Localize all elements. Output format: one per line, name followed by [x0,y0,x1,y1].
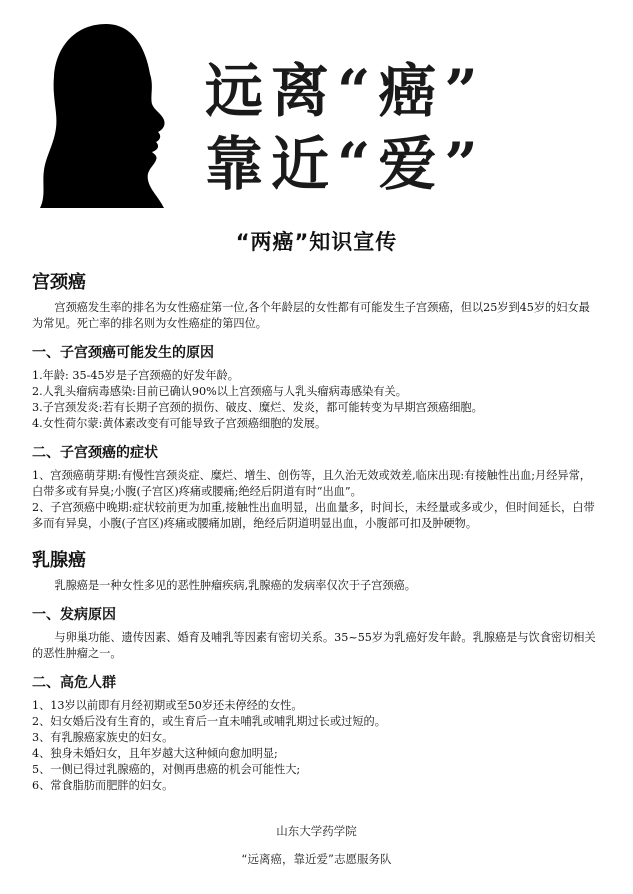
list-item: 1、宫颈癌萌芽期:有慢性宫颈炎症、糜烂、增生、创伤等，且久治无效或效差,临床出现:有接触性出血;月经异常，白带多或有异臭;小腹(子宫区)疼痛或腰痛;绝经后阴道有时“出血”。 [32,469,591,498]
list-item: 1.年龄: 35-45岁是子宫颈癌的好发年龄。 [32,369,239,382]
list-item: 4、独身未婚妇女，且年岁越大这种倾向愈加明显; [32,747,278,760]
list-item: 3.子宫颈发炎:若有长期子宫颈的损伤、破皮、糜烂、发炎，都可能转变为早期宫颈癌细胞。 [32,401,483,414]
slogan-line-1: 远离“癌” [205,57,486,125]
list-item: 6、常食脂肪而肥胖的妇女。 [32,779,174,792]
list-item: 2.人乳头瘤病毒感染:目前已确认90%以上宫颈癌与人乳头瘤病毒感染有关。 [32,385,407,398]
list-item: 2、子宫颈癌中晚期:症状较前更为加重,接触性出血明显，出血量多，时间长，未经量或多或少，但时间延长，白带多而有异臭，小腹(子宫区)疼痛或腰痛加剧，绝经后阴道明显出血，小腹部可扣及肿硬物。 [32,501,595,530]
list-item: 4.女性荷尔蒙:黄体素改变有可能导致子宫颈癌细胞的发展。 [32,417,327,430]
breast-risk-title: 二、高危人群 [32,675,116,691]
list-item: 5、一侧已得过乳腺癌的，对侧再患癌的机会可能性大; [32,763,301,776]
list-item: 1、13岁以前即有月经初期或至50岁还未停经的女性。 [32,699,303,712]
page-title: “两癌”知识宣传 [235,230,398,254]
footer-team: “远离癌，靠近爱”志愿服务队 [241,852,392,866]
header-banner [0,0,633,215]
list-item: 3、有乳腺癌家族史的妇女。 [32,731,174,744]
breast-intro: 乳腺癌是一种女性多见的恶性肿瘤疾病,乳腺癌的发病率仅次于子宫颈癌。 [54,579,416,592]
cervical-causes-title: 一、子宫颈癌可能发生的原因 [32,345,214,361]
cervical-symptoms-title: 二、子宫颈癌的症状 [32,445,158,461]
breast-cause-title: 一、发病原因 [32,607,116,623]
cervical-intro: 宫颈癌发生率的排名为女性癌症第一位,各个年龄层的女性都有可能发生子宫颈癌，但以25岁到45岁的妇女最为常见。死亡率的排名则为女性癌症的第四位。 [32,301,590,330]
breast-cause-text: 与卵巢功能、遗传因素、婚育及哺乳等因素有密切关系。35~55岁为乳癌好发年龄。乳腺癌是与饮食密切相关的恶性肿瘤之一。 [32,631,596,660]
footer-org: 山东大学药学院 [276,824,357,838]
slogan-line-2: 靠近“爱” [205,130,486,198]
cervical-section-title: 宫颈癌 [32,272,86,293]
list-item: 2、妇女婚后没有生育的，或生育后一直未哺乳或哺乳期过长或过短的。 [32,715,386,728]
content-body [32,268,600,794]
woman-silhouette-icon [36,20,176,208]
breast-section-title: 乳腺癌 [32,550,86,571]
